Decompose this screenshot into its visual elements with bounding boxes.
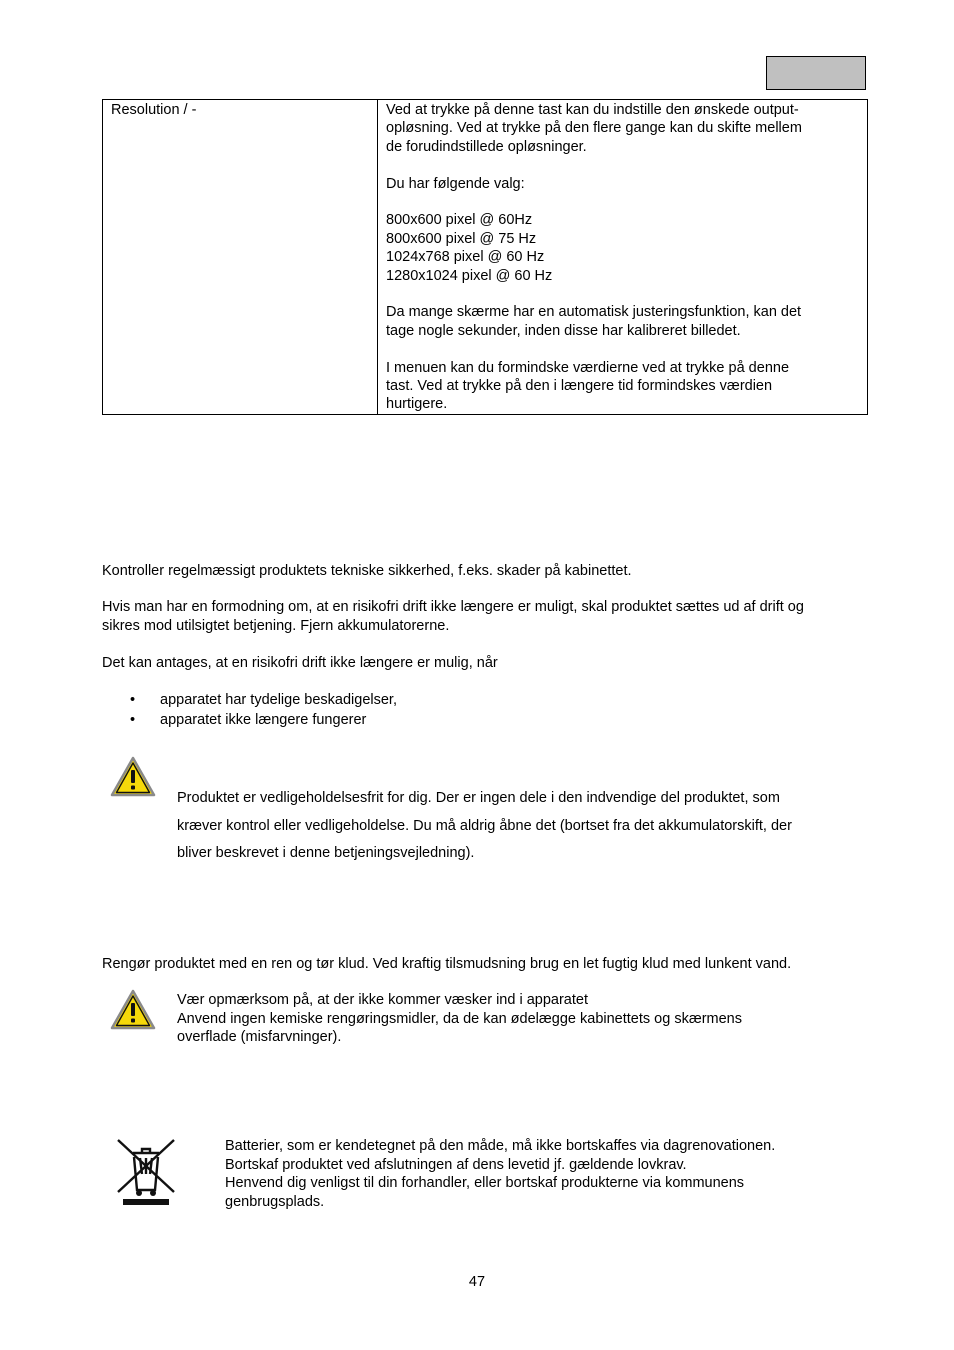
value-line: Ved at trykke på denne tast kan du indstille den ønskede output- — [386, 102, 799, 118]
disposal-text — [225, 1137, 925, 1211]
warning-line: Anvend ingen kemiske rengøringsmidler, da de kan ødelægge kabinettets og skærmens — [177, 1010, 742, 1027]
value-line: de forudindstillede opløsninger. — [386, 138, 587, 155]
value-line: opløsning. Ved at trykke på den flere gange kan du skifte mellem — [386, 120, 802, 137]
bullet-icon: • — [130, 712, 136, 728]
spacer — [386, 340, 859, 358]
warning-line: bliver beskrevet i denne betjeningsvejledning). — [177, 845, 475, 861]
spacer — [386, 156, 859, 174]
maintenance-warning-text — [177, 785, 877, 868]
warning-line: kræver kontrol eller vedligeholdelse. Du må aldrig åbne det (bortset fra det akkumulatorskift, der — [177, 817, 792, 834]
disposal-line: Henvend dig venligst til din forhandler, eller bortskaf produkterne via kommunens — [225, 1175, 745, 1191]
cleaning-paragraph: Rengør produktet med en ren og tør klud. Ved kraftig tilsmudsning brug en let fugtig klud med lunkent vand. — [102, 956, 792, 972]
value-line: 800x600 pixel @ 75 Hz — [386, 230, 537, 247]
condition-list — [102, 690, 397, 730]
value-line: Da mange skærme har en automatisk justeringsfunktion, kan det — [386, 304, 802, 321]
warning-line: Produktet er vedligeholdelsesfrit for dig. Der er ingen dele i den indvendige del produktet, som — [177, 790, 780, 806]
value-line: tast. Ved at trykke på den i længere tid formindskes værdien — [386, 378, 773, 395]
value-line: 800x600 pixel @ 60Hz — [386, 212, 533, 229]
value-line: tage nogle sekunder, inden disse har kalibreret billedet. — [386, 322, 741, 339]
warning-line: Vær opmærksom på, at der ikke kommer væsker ind i apparatet — [177, 992, 588, 1008]
language-tab — [766, 56, 866, 90]
value-line: I menuen kan du formindske værdierne ved at trykke på denne — [386, 359, 790, 376]
warning-triangle-icon — [110, 756, 156, 798]
spacer — [386, 193, 859, 211]
paragraph-line: sikres mod utilsigtet betjening. Fjern akkumulatorerne. — [102, 617, 450, 634]
maintenance-paragraph-2 — [102, 598, 892, 635]
disposal-line: Batterier, som er kendetegnet på den måde, må ikke bortskaffes via dagrenovationen. — [225, 1138, 776, 1154]
value-line: hurtigere. — [386, 396, 448, 413]
paragraph-line: Hvis man har en formodning om, at en risikofri drift ikke længere er muligt, skal produktet sættes ud af drift og — [102, 599, 804, 615]
table-key-cell: Resolution / - — [103, 100, 378, 415]
warning-line: overflade (misfarvninger). — [177, 1029, 342, 1045]
resolution-table — [102, 99, 868, 415]
bullet-icon: • — [130, 692, 136, 708]
crossed-out-bin-icon — [115, 1136, 177, 1208]
disposal-line: genbrugsplads. — [225, 1193, 325, 1210]
spacer — [386, 285, 859, 303]
disposal-line: Bortskaf produktet ved afslutningen af dens levetid jf. gældende lovkrav. — [225, 1156, 687, 1173]
value-line: 1024x768 pixel @ 60 Hz — [386, 249, 545, 266]
value-line: Du har følgende valg: — [386, 175, 525, 192]
value-line: 1280x1024 pixel @ 60 Hz — [386, 267, 553, 284]
maintenance-paragraph-3: Det kan antages, at en risikofri drift ikke længere er mulig, når — [102, 655, 498, 671]
maintenance-paragraph-1: Kontroller regelmæssigt produktets tekniske sikkerhed, f.eks. skader på kabinettet. — [102, 563, 632, 579]
warning-triangle-icon — [110, 989, 156, 1031]
list-item: • apparatet har tydelige beskadigelser, — [130, 692, 397, 708]
cleaning-warning-text — [177, 991, 877, 1047]
list-item: • apparatet ikke længere fungerer — [130, 712, 367, 728]
table-row — [103, 100, 868, 415]
page-number: 47 — [468, 1274, 486, 1290]
table-value-cell — [378, 100, 868, 415]
